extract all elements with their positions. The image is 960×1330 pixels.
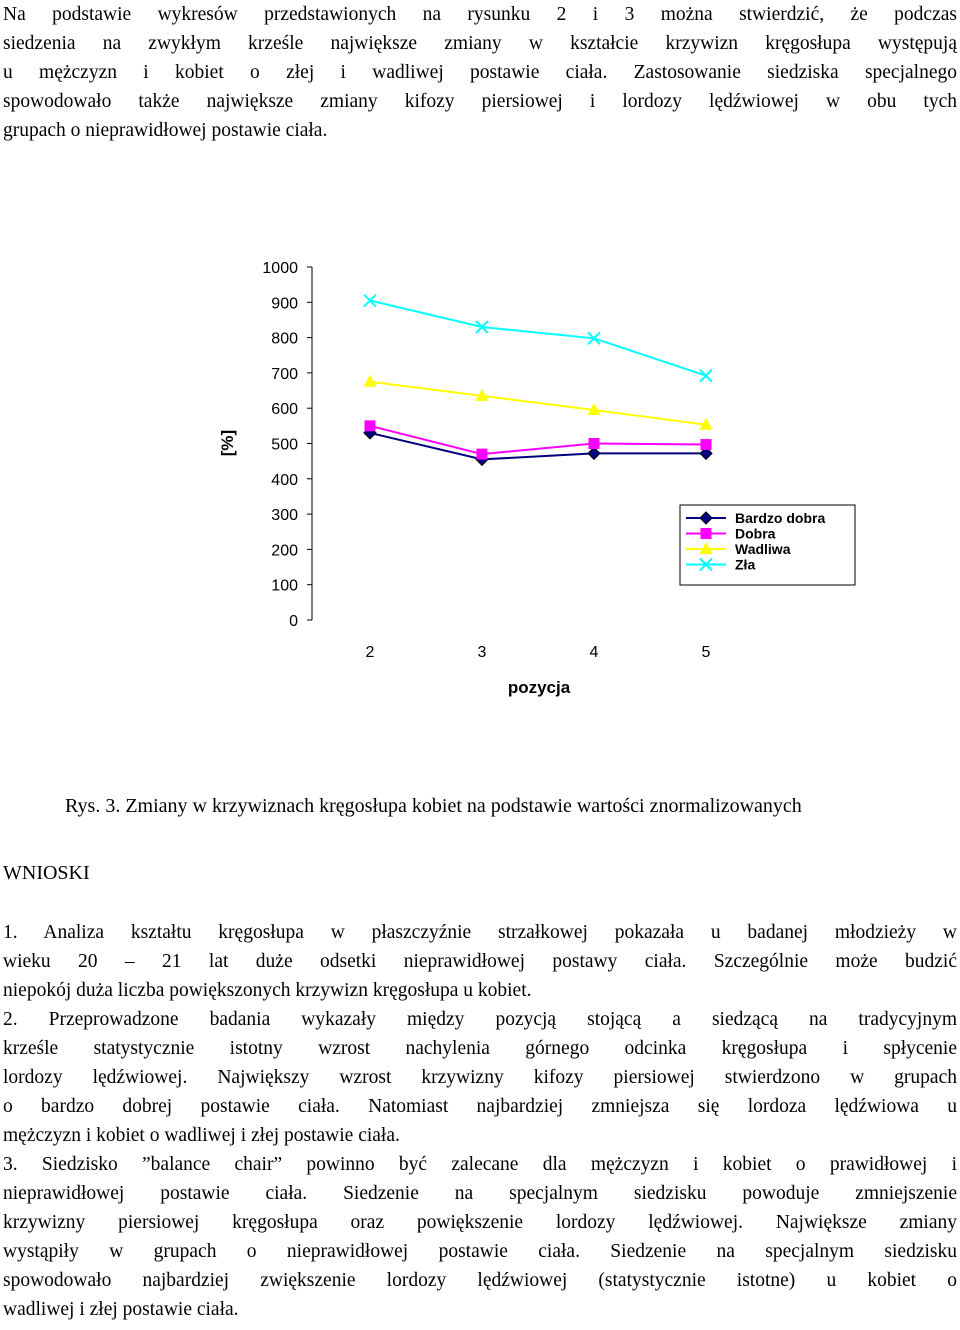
conclusion-line: 2. Przeprowadzone badania wykazały między pozycją stojącą a siedzącą na tradycyjnym	[3, 1009, 957, 1030]
series-bardzo-dobra	[364, 427, 712, 465]
y-tick-label: 500	[271, 436, 298, 454]
x-tick-label: 3	[477, 644, 487, 661]
conclusion-line: niepokój duża liczba powiększonych krzywizn kręgosłupa u kobiet.	[3, 980, 532, 1001]
y-tick-label: 400	[271, 471, 298, 489]
conclusion-line: wadliwej i złej postawie ciała.	[3, 1299, 239, 1320]
y-tick-label: 100	[271, 577, 298, 595]
conclusion-line: wystąpiły w grupach o nieprawidłowej postawie ciała. Siedzenie na specjalnym siedzisku	[3, 1241, 957, 1262]
series-wadliwa	[364, 375, 713, 430]
conclusions-paragraph	[3, 918, 957, 1324]
y-tick-label: 1000	[262, 260, 298, 277]
x-axis-label: pozycja	[507, 678, 571, 697]
y-ticks	[262, 260, 312, 630]
x-tick-label: 2	[365, 644, 375, 661]
intro-line: grupach o nieprawidłowej postawie ciała.	[3, 120, 328, 141]
y-axis-label: [%]	[218, 429, 237, 457]
legend-label: Dobra	[735, 525, 776, 542]
x-tick-label: 5	[701, 644, 711, 661]
y-tick-label: 300	[271, 507, 298, 525]
y-tick-label: 700	[271, 365, 298, 383]
plot-area	[262, 260, 712, 661]
y-tick-label: 600	[271, 401, 298, 419]
series-line	[370, 426, 706, 454]
x-tick-label: 4	[589, 644, 599, 661]
x-ticks	[366, 644, 711, 661]
series-zła	[364, 295, 712, 382]
y-tick-label: 800	[271, 330, 298, 348]
data-point	[589, 438, 600, 449]
data-point	[365, 420, 376, 431]
series-line	[370, 433, 706, 459]
series-line	[370, 301, 706, 376]
data-point	[700, 370, 712, 382]
data-point	[701, 439, 712, 450]
series-layer	[364, 295, 713, 466]
intro-line: u mężczyzn i kobiet o złej i wadliwej postawie ciała. Zastosowanie siedziska specjalnego	[3, 62, 957, 83]
series-line	[370, 382, 706, 425]
legend-label: Zła	[735, 556, 756, 573]
data-point	[477, 449, 488, 460]
y-tick-label: 0	[289, 613, 298, 630]
conclusion-line: nieprawidłowej postawie ciała. Siedzenie na specjalnym siedzisku powoduje zmniejszenie	[3, 1183, 957, 1204]
y-tick-label: 200	[271, 542, 298, 560]
conclusion-line: mężczyzn i kobiet o wadliwej i złej postawie ciała.	[3, 1125, 400, 1146]
conclusion-line: wieku 20 – 21 lat duże odsetki nieprawidłowej postawy ciała. Szczególnie może budzić	[3, 951, 957, 972]
intro-line: Na podstawie wykresów przedstawionych na rysunku 2 i 3 można stwierdzić, że podczas	[3, 4, 957, 25]
y-tick-label: 900	[271, 295, 298, 313]
conclusion-line: 3. Siedzisko ”balance chair” powinno być zalecane dla mężczyzn i kobiet o prawidłowej i	[3, 1154, 957, 1175]
chart-legend	[680, 505, 855, 585]
section-heading: WNIOSKI	[3, 862, 90, 884]
intro-line: siedzenia na zwykłym krześle największe zmiany w kształcie krzywizn kręgosłupa występują	[3, 33, 957, 54]
legend-label: Wadliwa	[735, 541, 791, 557]
legend-item	[686, 510, 825, 526]
conclusion-line: o bardzo dobrej postawie ciała. Natomiast najbardziej zmniejsza się lordoza lędźwiowa u	[3, 1096, 957, 1117]
data-point	[364, 375, 377, 387]
legend-label: Bardzo dobra	[735, 510, 826, 526]
legend-marker	[701, 528, 712, 539]
conclusion-line: krzywizny piersiowej kręgosłupa oraz powiększenie lordozy lędźwiowej. Największe zmiany	[3, 1212, 957, 1233]
conclusion-line: lordozy lędźwiowej. Największy wzrost krzywizny kifozy piersiowej stwierdzono w grupach	[3, 1067, 957, 1088]
conclusion-line: krześle statystycznie istotny wzrost nachylenia górnego odcinka kręgosłupa i spłycenie	[3, 1038, 957, 1059]
intro-line: spowodowało także największe zmiany kifozy piersiowej i lordozy lędźwiowej w obu tych	[3, 91, 957, 112]
conclusion-line: spowodowało najbardziej zwiększenie lordozy lędźwiowej (statystycznie istotne) u kobiet o	[3, 1270, 957, 1291]
data-point	[588, 447, 600, 459]
figure-caption: Rys. 3. Zmiany w krzywiznach kręgosłupa kobiet na podstawie wartości znormalizowanych	[65, 795, 802, 817]
conclusion-line: 1. Analiza kształtu kręgosłupa w płaszczyźnie strzałkowej pokazała u badanej młodzieży w	[3, 922, 957, 943]
